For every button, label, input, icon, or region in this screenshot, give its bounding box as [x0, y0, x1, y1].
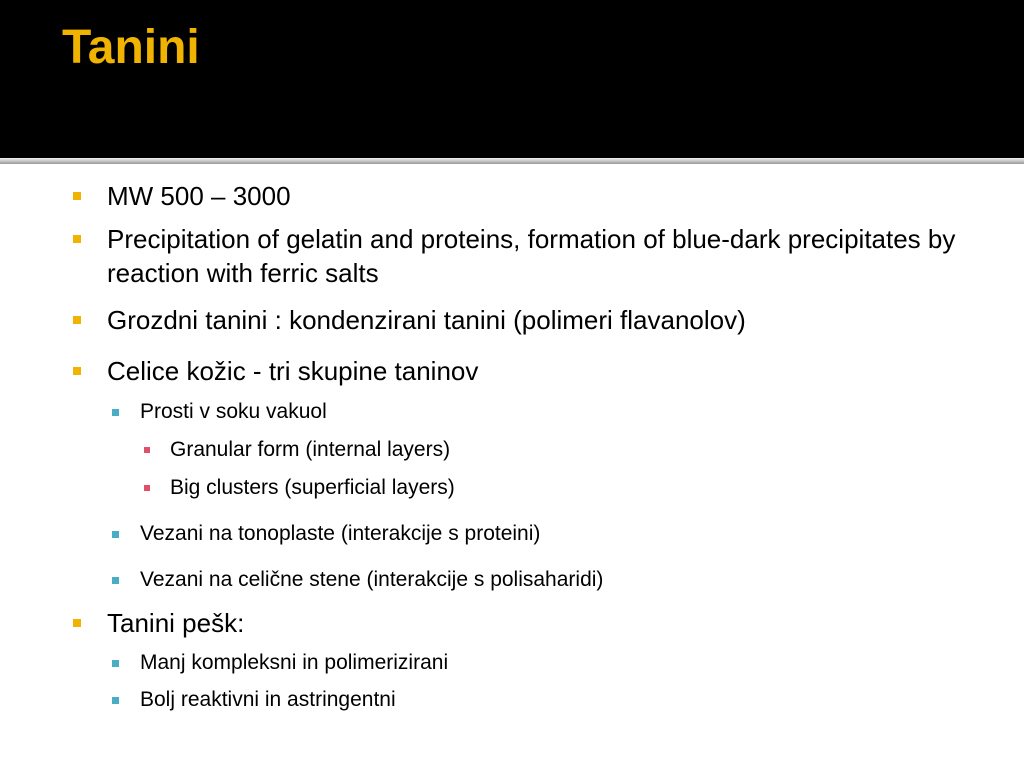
square-bullet-icon	[112, 697, 119, 704]
square-bullet-icon	[73, 235, 81, 243]
sub-bullet-item	[140, 566, 980, 594]
bullet-text: Manj kompleksni in polimerizirani	[140, 651, 449, 674]
bullet-text: Vezani na celične stene (interakcije s polisaharidi)	[140, 568, 604, 591]
bullet-item	[107, 606, 987, 640]
sub-bullet-item	[140, 649, 980, 677]
square-bullet-icon	[112, 409, 119, 416]
bullet-text: Granular form (internal layers)	[170, 438, 451, 461]
sub-bullet-item	[140, 520, 980, 548]
bullet-text: Bolj reaktivni in astringentni	[140, 688, 396, 711]
square-bullet-icon	[73, 316, 81, 324]
bullet-text: Prosti v soku vakuol	[140, 400, 327, 423]
square-bullet-icon	[112, 577, 119, 584]
sub-bullet-item	[140, 398, 980, 426]
bullet-text: Celice kožic - tri skupine taninov	[107, 356, 479, 386]
bullet-item	[107, 303, 987, 337]
square-bullet-icon	[144, 447, 150, 453]
slide-title: Tanini	[62, 21, 200, 74]
bullet-item	[107, 222, 987, 290]
square-bullet-icon	[73, 367, 81, 375]
slide-content	[0, 164, 1024, 768]
sub-sub-bullet-item	[170, 436, 980, 464]
sub-bullet-item	[140, 686, 980, 714]
bullet-text: Precipitation of gelatin and proteins, formation of blue-dark precipitates by reaction with ferric salts	[107, 224, 956, 288]
bullet-text: Tanini pešk:	[107, 608, 245, 638]
bullet-item	[107, 179, 987, 213]
bullet-text: MW 500 – 3000	[107, 181, 291, 211]
square-bullet-icon	[144, 485, 150, 491]
title-band	[0, 0, 1024, 158]
square-bullet-icon	[73, 619, 81, 627]
sub-sub-bullet-item	[170, 474, 980, 502]
bullet-text: Grozdni tanini : kondenzirani tanini (polimeri flavanolov)	[107, 305, 746, 335]
bullet-text: Vezani na tonoplaste (interakcije s proteini)	[140, 522, 541, 545]
square-bullet-icon	[73, 192, 81, 200]
square-bullet-icon	[112, 531, 119, 538]
bullet-text: Big clusters (superficial layers)	[170, 476, 455, 499]
bullet-item	[107, 354, 987, 388]
square-bullet-icon	[112, 660, 119, 667]
